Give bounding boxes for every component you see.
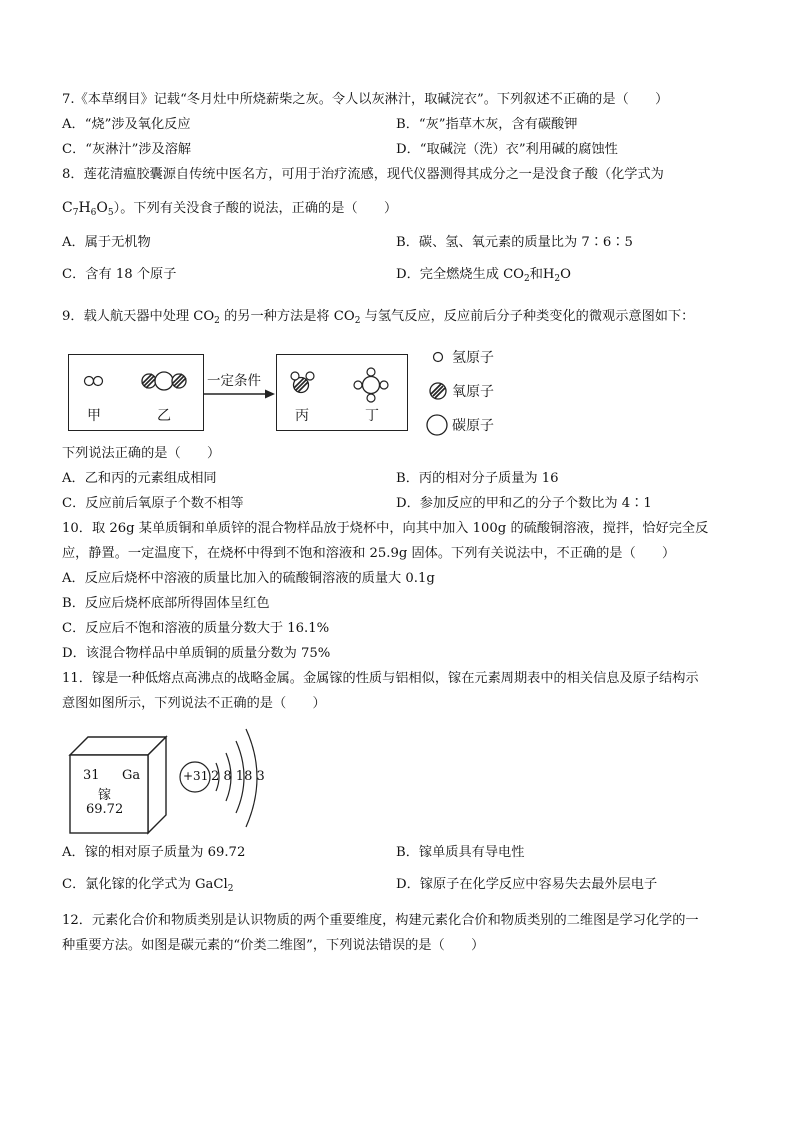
q12-stem-line1: 12．元素化合价和物质类别是认识物质的两个重要维度，构建元素化合价和物质类别的二维图是学习化学的一 xyxy=(62,913,699,928)
q9-option-b: B．丙的相对分子质量为 16 xyxy=(396,471,559,486)
q10-option-b: B．反应后烧杯底部所得固体呈红色 xyxy=(62,596,270,611)
ch4-molecule xyxy=(354,368,388,402)
legend-hydrogen: 氢原子 xyxy=(430,347,494,367)
q7-option-c: C．“灰淋汁”涉及溶解 xyxy=(62,142,192,157)
q8-option-d: D．完全燃烧生成 $CO_2$和$H_2O$ xyxy=(396,267,571,284)
element-name: 镓 xyxy=(98,788,112,803)
q10-option-d: D．该混合物样品中单质铜的质量分数为 75% xyxy=(62,646,331,661)
q9-option-c: C．反应前后氧原子个数不相等 xyxy=(62,496,244,511)
label-yi: 乙 xyxy=(157,408,171,424)
electron-shells: 2 8 18 3 xyxy=(211,769,265,784)
q10-stem-line2: 应，静置。一定温度下，在烧杯中得到不饱和溶液和 25.9g 固体。下列有关说法中，不正确的是（ ） xyxy=(62,546,676,561)
q8-stem-line2 xyxy=(62,199,397,218)
q9-option-a: A．乙和丙的元素组成相同 xyxy=(62,471,217,486)
reaction-condition: 一定条件 xyxy=(207,373,261,389)
legend-oxygen: 氧原子 xyxy=(428,381,494,401)
legend-carbon: 碳原子 xyxy=(426,413,494,437)
q11-option-c: C．氯化镓的化学式为 GaCl$_2$ xyxy=(62,877,234,894)
q7-stem: 7.《本草纲目》记载“冬月灶中所烧薪柴之灰。令人以灰淋汁，取碱浣衣”。下列叙述不正确的是（ ） xyxy=(62,92,669,107)
h2o-molecule xyxy=(291,372,314,393)
hydrogen-atom-icon xyxy=(430,349,452,365)
q12-stem-line2: 种重要方法。如图是碳元素的“价类二维图”，下列说法错误的是（ ） xyxy=(62,938,485,953)
q10-option-a: A．反应后烧杯中溶液的质量比加入的硫酸铜溶液的质量大 0.1g xyxy=(62,571,435,586)
h2-atom-2 xyxy=(94,377,103,386)
q8-option-c: C．含有 18 个原子 xyxy=(62,267,177,282)
q11-option-a: A．镓的相对原子质量为 69.72 xyxy=(62,845,246,860)
q11-stem-line1: 11．镓是一种低熔点高沸点的战略金属。金属镓的性质与铝相似，镓在元素周期表中的相关信息及原子结构示 xyxy=(62,671,699,686)
q11-stem-line2: 意图如图所示，下列说法不正确的是（ ） xyxy=(62,696,326,711)
label-bing: 丙 xyxy=(295,408,309,424)
q9-option-d: D．参加反应的甲和乙的分子个数比为 4∶1 xyxy=(396,496,652,511)
q11-option-b: B．镓单质具有导电性 xyxy=(396,845,525,860)
element-symbol: Ga xyxy=(122,768,141,783)
q11-option-d: D．镓原子在化学反应中容易失去最外层电子 xyxy=(396,877,658,892)
q10-stem-line1: 10．取 26g 某单质铜和单质锌的混合物样品放于烧杯中，向其中加入 100g 的硫酸铜溶液，搅拌，恰好完全反 xyxy=(62,521,709,536)
element-cube-icon xyxy=(62,731,172,835)
q9-stem: 9．载人航天器中处理 $CO_2$ 的另一种方法是将 $CO_2$ 与氢气反应，反应前后分子种类变化的微观示意图如下： xyxy=(62,309,695,326)
carbon-atom-icon xyxy=(426,413,452,437)
label-jia: 甲 xyxy=(87,408,101,424)
q7-option-b: B．“灰”指草木灰，含有碳酸钾 xyxy=(396,117,578,132)
q8-stem-tail: ）。下列有关没食子酸的说法，正确的是（ ） xyxy=(113,201,398,216)
q8-stem: 8．莲花清瘟胶囊源自传统中医名方，可用于治疗流感，现代仪器测得其成分之一是没食子酸（化学式为 xyxy=(62,167,664,182)
q7-option-a: A．“烧”涉及氧化反应 xyxy=(62,117,191,132)
reactants-box xyxy=(68,354,204,431)
q9-prompt: 下列说法正确的是（ ） xyxy=(62,446,221,461)
arrow-icon xyxy=(203,388,275,400)
products-box xyxy=(276,354,408,431)
label-ding: 丁 xyxy=(365,408,379,424)
atomic-number: 31 xyxy=(83,768,100,783)
q7-option-d: D．“取碱浣（洗）衣”利用碱的腐蚀性 xyxy=(396,142,618,157)
atomic-mass: 69.72 xyxy=(86,802,124,817)
co2-molecule xyxy=(142,372,186,390)
oxygen-atom-icon xyxy=(428,381,452,401)
q10-option-c: C．反应后不饱和溶液的质量分数大于 16.1% xyxy=(62,621,330,636)
nucleus-charge: +31 xyxy=(183,769,209,783)
q8-option-b: B．碳、氢、氧元素的质量比为 7∶6∶5 xyxy=(396,235,633,250)
h2-atom-1 xyxy=(85,377,94,386)
q8-option-a: A．属于无机物 xyxy=(62,235,151,250)
q8-formula: $C_7H_6O_5$ xyxy=(62,200,114,218)
